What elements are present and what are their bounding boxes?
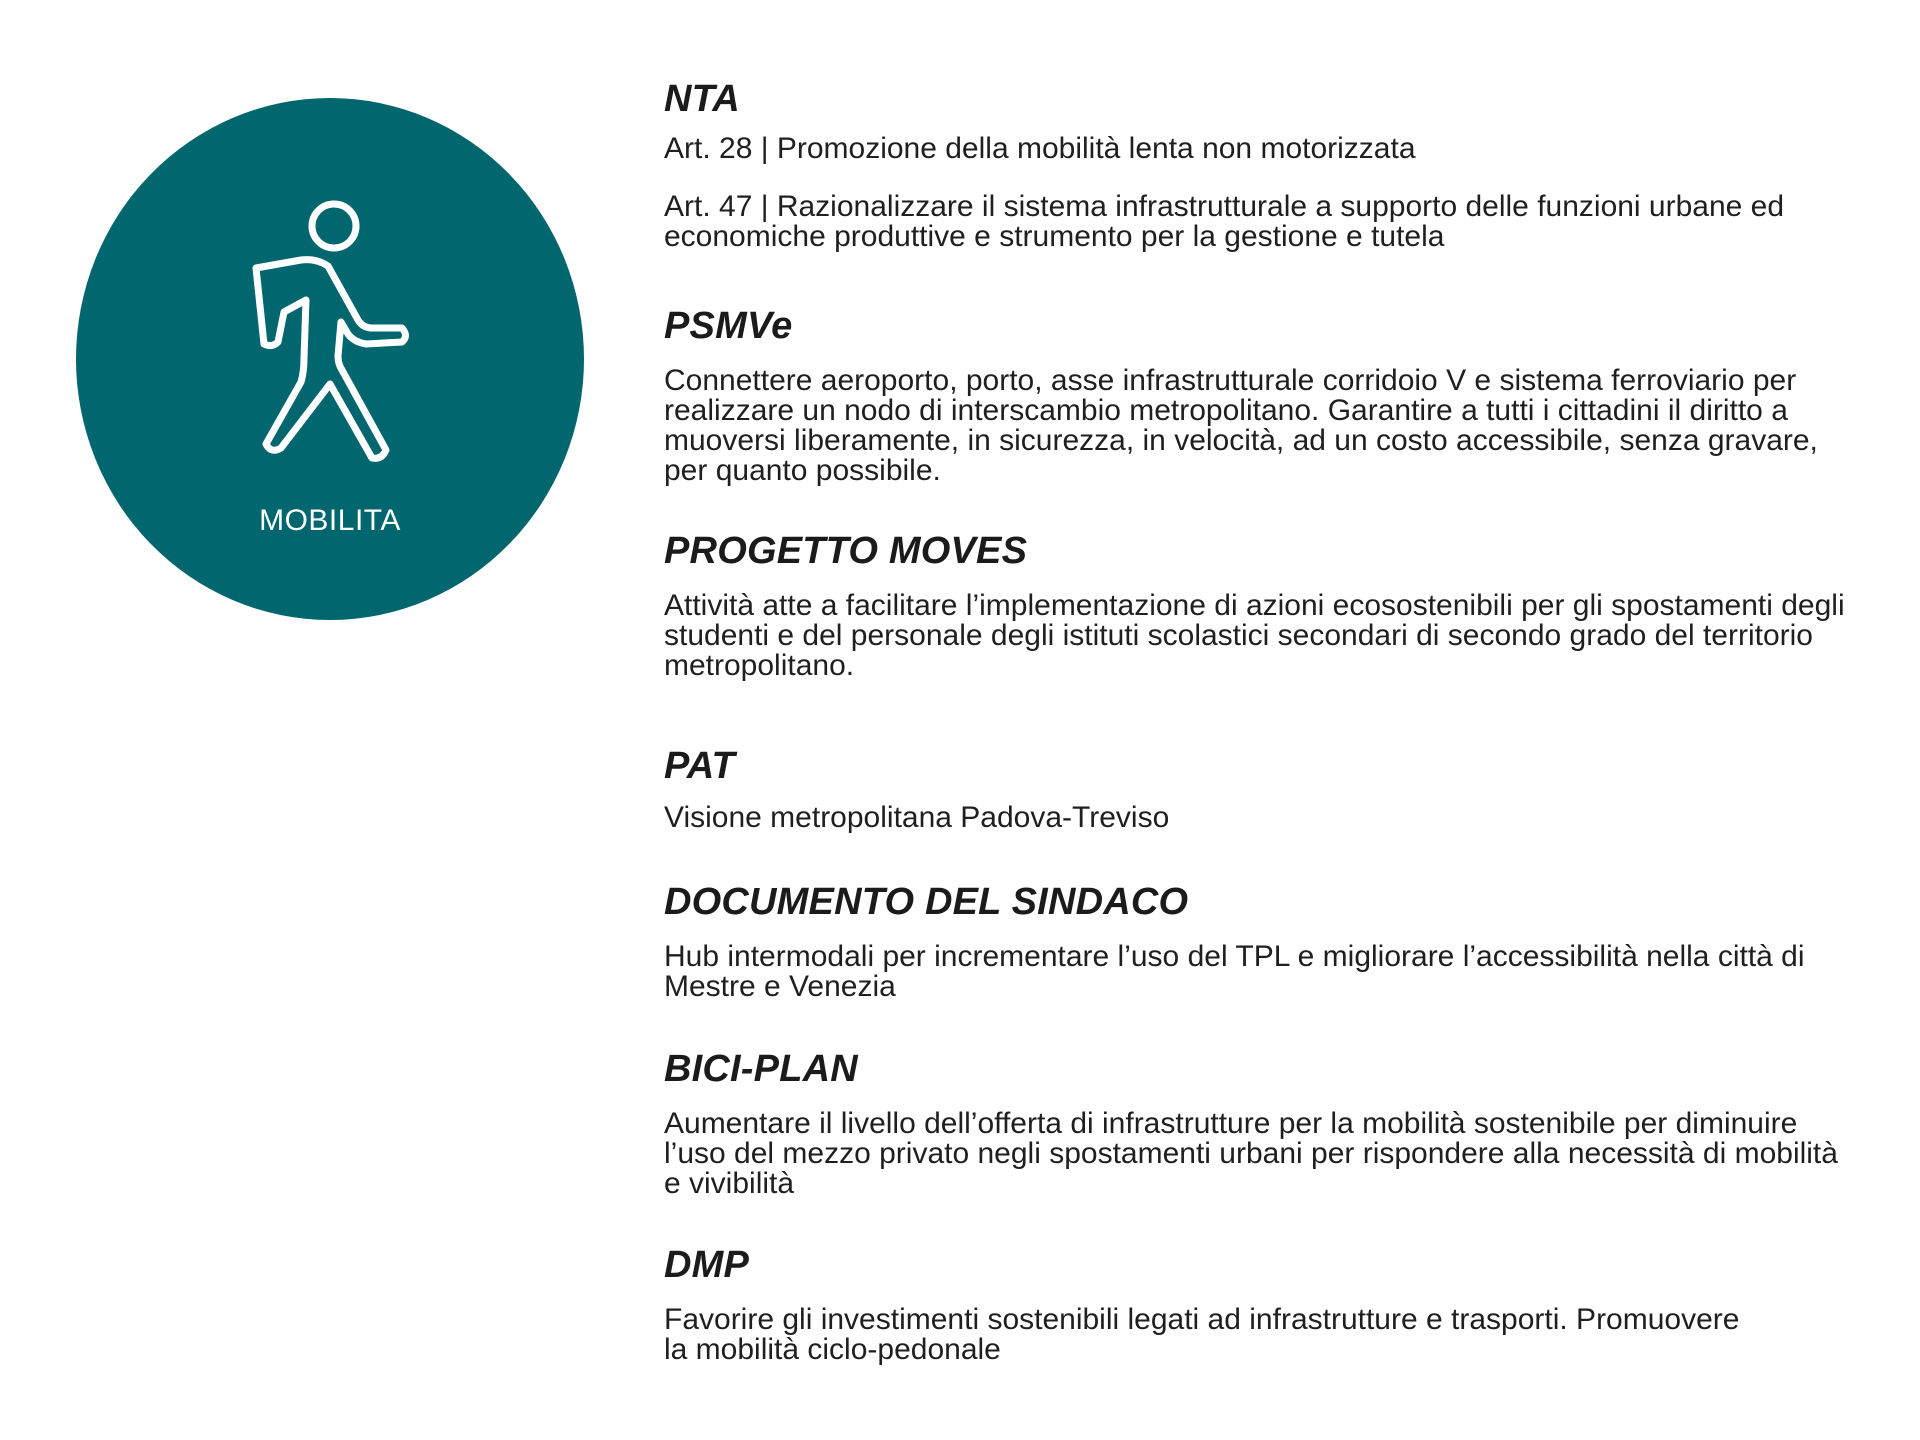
section-text: Connettere aeroporto, porto, asse infrastrutturale corridoio V e sistema ferroviario per realizzare un nodo di interscambio metropolitano. Garantire a tutti i cittadini il diritto a muoversi liberamente, in sicurezza, in velocità, ad un costo accessibile, senza gravare, per quanto possibile. <box>664 364 1818 487</box>
section-text: Favorire gli investimenti sostenibili legati ad infrastrutture e trasporti. Promuovere la mobilità ciclo-pedonale <box>664 1303 1740 1366</box>
section-text: Art. 28 | Promozione della mobilità lenta non motorizzata <box>664 132 1416 165</box>
section-title: DMP <box>664 1244 750 1286</box>
section-psmve <box>664 301 1864 486</box>
section-title: NTA <box>664 78 740 120</box>
walking-person-icon <box>76 98 584 620</box>
section-text: Hub intermodali per incrementare l’uso del TPL e migliorare l’accessibilità nella città di Mestre e Venezia <box>664 940 1805 1003</box>
section-title: PSMVe <box>664 305 793 347</box>
section-text: Visione metropolitana Padova-Treviso <box>664 801 1170 834</box>
section-bici-plan <box>664 1044 1864 1199</box>
section-text: Attività atte a facilitare l’implementazione di azioni ecosostenibili per gli spostamenti degli studenti e del personale degli istituti scolastici secondari di secondo grado del territorio metropolitano. <box>664 589 1845 682</box>
section-dmp <box>664 1240 1864 1365</box>
section-title: BICI-PLAN <box>664 1048 858 1090</box>
badge-label: MOBILITA <box>259 504 401 537</box>
mobility-badge <box>76 98 584 620</box>
section-text: Art. 47 | Razionalizzare il sistema infrastrutturale a supporto delle funzioni urbane ed economiche produttive e strumento per la gestione e tutela <box>664 190 1785 253</box>
section-documento-del-sindaco <box>664 877 1864 1002</box>
section-title: PROGETTO MOVES <box>664 530 1028 572</box>
section-nta <box>664 74 1864 252</box>
section-progetto-moves <box>664 526 1864 681</box>
section-pat <box>664 741 1864 833</box>
section-title: PAT <box>664 745 735 787</box>
section-title: DOCUMENTO DEL SINDACO <box>664 881 1189 923</box>
section-text: Aumentare il livello dell’offerta di infrastrutture per la mobilità sostenibile per diminuire l’uso del mezzo privato negli spostamenti urbani per rispondere alla necessità di mobilità e vivibilità <box>664 1107 1838 1200</box>
